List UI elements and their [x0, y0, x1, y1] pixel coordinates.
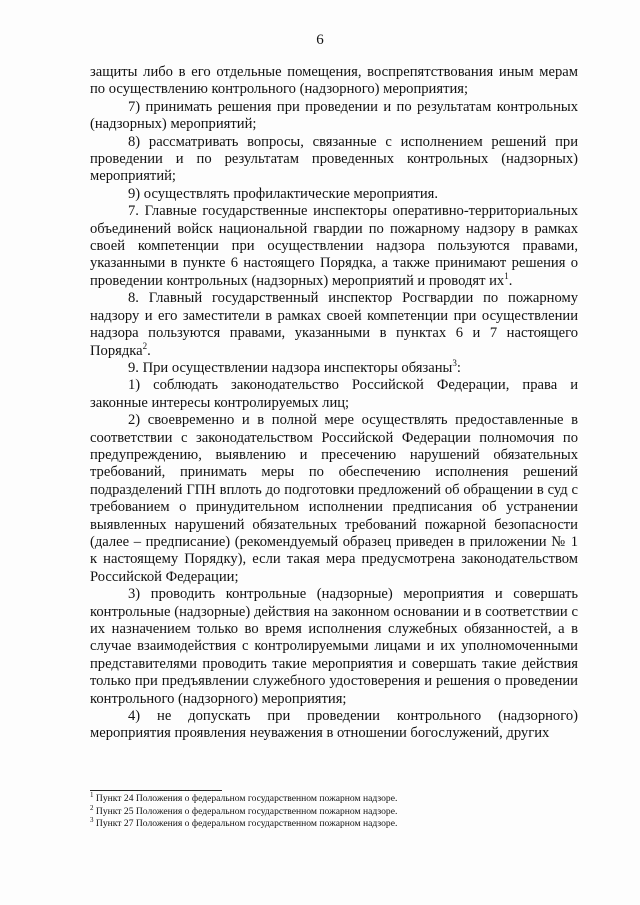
footnote-text: Пункт 25 Положения о федеральном государственном пожарном надзоре. — [95, 805, 398, 817]
paragraph — [90, 290, 578, 360]
footnote-mark: 3 — [90, 815, 94, 824]
paragraph — [90, 377, 578, 412]
page-number: 6 — [316, 32, 324, 48]
footnote-ref[interactable]: 2 — [142, 340, 148, 351]
footnote-text: Пункт 24 Положения о федеральном государственном пожарном надзоре. — [95, 793, 398, 804]
footnote-ref[interactable]: 1 — [504, 271, 509, 282]
footnote-mark: 1 — [90, 790, 94, 799]
paragraph-text: 2) своевременно и в полной мере осуществлять предоставленные в соответствии с законодательством Российской Федерации полномочия по предупреждению, выявлению и пресечению нарушений обязательных требований, принимать меры по обеспечению исполнения решений подразделений ГПН вплоть до подготовки предложений об обращении в суд с требованием о принудительном исполнении предписания об устранении выявленных нарушений обязательных требований пожарной безопасности (далее – предписание) (рекомендуемый образец приведен в приложении № 1 к настоящему Порядку), если такая мера предусмотрена законодательством Российской Федерации; — [90, 412, 578, 585]
paragraph — [90, 186, 578, 203]
paragraph-punctuation: . — [147, 342, 151, 359]
paragraph-punctuation: . — [508, 272, 513, 289]
footnote — [90, 815, 578, 831]
paragraph-text: 3) проводить контрольные (надзорные) мероприятия и совершать контрольные (надзорные) действия на законном основании и в соответствии с их назначением только во время исполнения служебных обязанностей, а в случае взаимодействия с контролируемыми лицами и их уполномоченными представителями проводить такие мероприятия и совершать такие действия только при предъявлении служебного удостоверения и решения о проведении контрольного (надзорного) мероприятия; — [90, 586, 578, 707]
paragraph-text: 8) рассматривать вопросы, связанные с исполнением решений при проведении и по результатам проведенных контрольных (надзорных) мероприятий; — [90, 133, 578, 185]
footnote-text: Пункт 27 Положения о федеральном государственном пожарном надзоре. — [95, 818, 398, 829]
paragraph-text: 9) осуществлять профилактические мероприятия. — [128, 185, 439, 202]
footnote — [90, 803, 578, 819]
paragraph-punctuation: : — [456, 359, 461, 376]
paragraph — [90, 64, 578, 99]
paragraph-text: защиты либо в его отдельные помещения, воспрепятствования иным мерам по осуществлению контрольного (надзорного) мероприятия; — [90, 64, 578, 98]
footnote-divider — [90, 790, 222, 791]
paragraph — [90, 99, 578, 134]
footnote — [90, 790, 578, 806]
paragraph — [90, 134, 578, 186]
footnote-ref[interactable]: 3 — [452, 358, 457, 369]
paragraph-text: 8. Главный государственный инспектор Росгвардии по пожарному надзору и его заместители в рамках своей компетенции при осуществлении надзора пользуются правами, указанными в пунктах 6 и 7 настоящего Порядка — [90, 290, 578, 359]
paragraph — [90, 203, 578, 290]
paragraph — [90, 586, 578, 708]
paragraph — [90, 412, 578, 586]
footnotes — [90, 790, 578, 831]
paragraph-text: 7. Главные государственные инспекторы оперативно-территориальных объединений войск национальной гвардии по пожарному надзору в рамках своей компетенции при осуществлении надзора пользуются правами, указанными в пункте 6 настоящего Порядка, а также принимают решения о проведении контрольных (надзорных) мероприятий и проводят их — [90, 203, 578, 289]
paragraph — [90, 708, 578, 743]
paragraph — [90, 360, 578, 377]
body-text — [90, 64, 578, 743]
paragraph-text: 1) соблюдать законодательство Российской Федерации, права и законные интересы контролируемых лиц; — [90, 377, 578, 411]
paragraph-text: 4) не допускать при проведении контрольного (надзорного) мероприятия проявления неуважения в отношении богослужений, других — [90, 708, 578, 742]
paragraph-text: 9. При осуществлении надзора инспекторы обязаны — [128, 359, 453, 376]
footnote-mark: 2 — [90, 803, 94, 812]
paragraph-text: 7) принимать решения при проведении и по результатам контрольных (надзорных) мероприятий; — [90, 98, 578, 133]
